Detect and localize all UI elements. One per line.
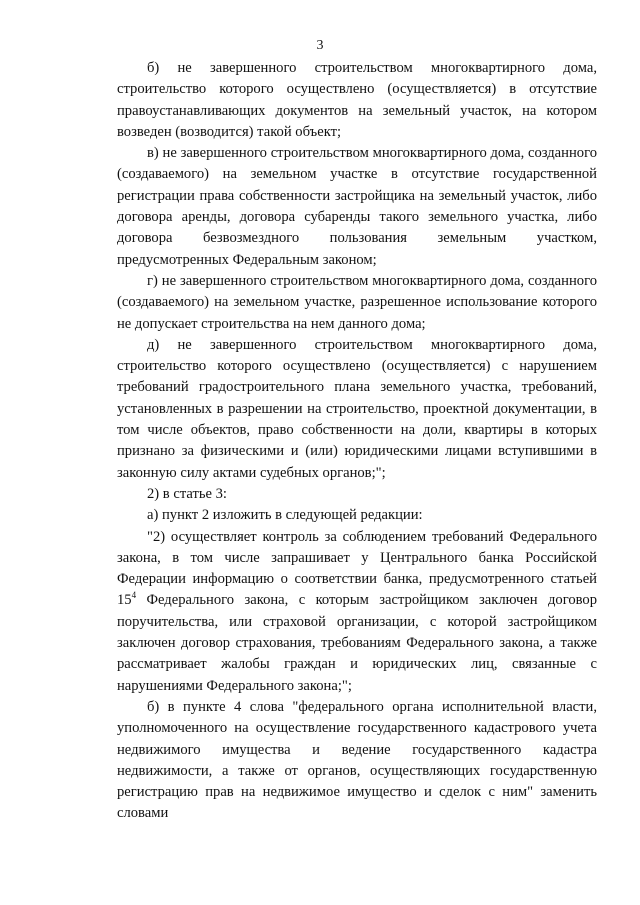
paragraph-control-text <box>117 527 597 697</box>
paragraph-article-3: 2) в статье 3: <box>147 485 227 502</box>
document-body <box>117 58 597 825</box>
paragraph-v: в) не завершенного строительством многоквартирного дома, созданного (создаваемого) на земельном участке в отсутствие государственной регистрации права собственности застройщика на земельный участок, либо договора аренды, договора субаренды такого земельного участка, либо договора безвозмездного пользования земельным участком, предусмотренных Федеральным законом; <box>117 145 597 268</box>
control-text-part-2: Федерального закона, с которым застройщиком заключен договор поручительства, или страховой организации, с которой застройщиком заключен договор страхования, требованиям Федерального закона, а также рассматривает жалобы граждан и юридических лиц, связанные с нарушениями Федерального закона;"; <box>117 592 597 694</box>
article-superscript: 4 <box>131 590 137 601</box>
paragraph-item-a: а) пункт 2 изложить в следующей редакции: <box>147 507 423 524</box>
page-number: 3 <box>316 38 324 53</box>
paragraph-g: г) не завершенного строительством многоквартирного дома, созданного (создаваемого) на земельном участке, разрешенное использование которого не допускает строительства на нем данного дома; <box>117 272 597 332</box>
paragraph-item-b: б) в пункте 4 слова "федерального органа исполнительной власти, уполномоченного на осуществление государственного кадастрового учета недвижимого имущества и ведение государственного кадастра недвижимости, а также от органов, осуществляющих государственную регистрацию прав на недвижимое имущество и сделок с ним" заменить словами <box>117 698 597 822</box>
paragraph-d: д) не завершенного строительством многоквартирного дома, строительство которого осуществлено (осуществляется) с нарушением требований градостроительного плана земельного участка, требований, установленных в разрешении на строительство, проектной документации, в том числе объектов, право собственности на доли, квартиры в которых признано за физическими и (или) юридическими лицами вступившими в законную силу актами судебных органов;"; <box>117 336 597 481</box>
control-text-part-1: "2) осуществляет контроль за соблюдением требований Федерального закона, в том числе запрашивает у Центрального банка Российской Федерации информацию о соответствии банка, предусмотренного статьей 15 <box>117 528 597 609</box>
paragraph-b: б) не завершенного строительством многоквартирного дома, строительство которого осуществлено (осуществляется) в отсутствие правоустанавливающих документов на земельный участок, на котором возведен (возводится) такой объект; <box>117 60 597 140</box>
